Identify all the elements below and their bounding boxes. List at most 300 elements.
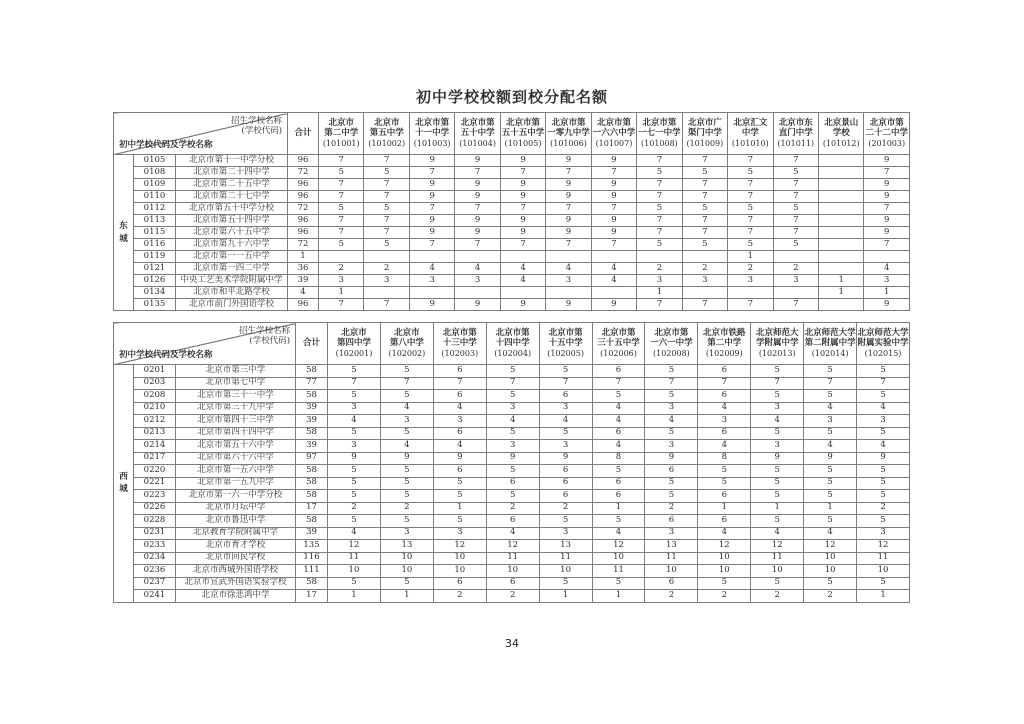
quota-value-cell: 5 — [804, 465, 857, 478]
school-name-line: 十四中学 — [495, 337, 530, 348]
quota-value-cell: 7 — [486, 377, 539, 390]
quota-value-cell: 6 — [698, 427, 751, 440]
school-code: (102009) — [705, 348, 743, 358]
quota-value-cell: 3 — [546, 275, 591, 287]
school-name-cell: 北京市第五十四中学 — [176, 215, 288, 227]
quota-value-cell: 5 — [645, 477, 698, 490]
quota-value-cell: 9 — [455, 191, 500, 203]
quota-value-cell: 5 — [486, 490, 539, 503]
school-code-cell: 0217 — [134, 452, 176, 465]
quota-value-cell: 9 — [500, 155, 545, 167]
quota-value-cell: 9 — [455, 179, 500, 191]
total-cell: 96 — [288, 299, 319, 311]
school-code-cell: 0135 — [134, 299, 176, 311]
table-row — [114, 427, 910, 440]
quota-value-cell: 5 — [698, 477, 751, 490]
school-name-line: 五十中学 — [460, 127, 495, 138]
quota-value-cell: 7 — [319, 179, 364, 191]
quota-value-cell: 10 — [592, 552, 645, 565]
quota-value-cell: 10 — [380, 565, 433, 578]
quota-value-cell: 2 — [364, 263, 409, 275]
school-code: (101005) — [504, 138, 542, 148]
school-name-line: 北京市第 — [495, 328, 530, 339]
quota-value-cell: 5 — [728, 203, 773, 215]
school-code: (102013) — [758, 348, 796, 358]
table-row — [114, 275, 910, 287]
quota-value-cell: 6 — [539, 490, 592, 503]
quota-value-cell: 5 — [857, 477, 910, 490]
school-code: (101011) — [777, 138, 815, 148]
school-column-header — [804, 323, 857, 365]
quota-value-cell: 7 — [682, 215, 727, 227]
school-column-header — [380, 323, 433, 365]
quota-value-cell: 5 — [751, 465, 804, 478]
quota-value-cell — [364, 251, 409, 263]
school-column-header — [698, 323, 751, 365]
school-name-line: 中学 — [741, 127, 759, 138]
school-name-line: 北京市东 — [778, 118, 813, 129]
school-name-cell: 北京市第一六一中学分校 — [176, 490, 296, 503]
total-cell: 72 — [288, 239, 319, 251]
school-name-cell: 北京市第一五六中学 — [176, 465, 296, 478]
quota-value-cell — [819, 239, 864, 251]
quota-value-cell: 10 — [328, 565, 381, 578]
quota-value-cell — [819, 191, 864, 203]
quota-value-cell: 7 — [645, 377, 698, 390]
total-cell: 39 — [288, 275, 319, 287]
quota-value-cell: 7 — [728, 155, 773, 167]
quota-value-cell: 9 — [591, 191, 636, 203]
quota-value-cell: 6 — [592, 427, 645, 440]
quota-value-cell: 5 — [319, 203, 364, 215]
quota-value-cell: 3 — [539, 440, 592, 453]
quota-value-cell — [364, 287, 409, 299]
quota-value-cell: 5 — [804, 490, 857, 503]
quota-value-cell — [500, 287, 545, 299]
quota-value-cell: 6 — [698, 490, 751, 503]
quota-value-cell: 7 — [500, 167, 545, 179]
school-name-line: 北京市 — [373, 118, 400, 129]
district-cell — [114, 155, 134, 311]
school-column-header — [857, 323, 910, 365]
quota-value-cell: 10 — [433, 552, 486, 565]
total-cell: 135 — [296, 540, 328, 553]
quota-value-cell: 5 — [539, 515, 592, 528]
quota-value-cell: 9 — [546, 191, 591, 203]
school-name-line: 学附属中学 — [755, 337, 799, 348]
quota-value-cell: 2 — [773, 263, 818, 275]
middle-school-code-label: 初中学校代码及学校名称 — [119, 140, 213, 151]
quota-value-cell: 5 — [364, 167, 409, 179]
quota-value-cell: 4 — [592, 440, 645, 453]
recruiting-school-label — [239, 326, 290, 346]
school-name-cell: 北京市第二十五中学 — [176, 179, 288, 191]
table-row — [114, 155, 910, 167]
quota-value-cell: 5 — [773, 239, 818, 251]
school-column-header — [864, 113, 910, 155]
recruiting-school-label-line: 招生学校名称 — [231, 116, 283, 126]
quota-value-cell: 7 — [364, 215, 409, 227]
quota-value-cell: 4 — [592, 402, 645, 415]
quota-value-cell: 9 — [591, 179, 636, 191]
table-row — [114, 251, 910, 263]
quota-value-cell: 9 — [455, 215, 500, 227]
school-name-cell: 北京市第七中学 — [176, 377, 296, 390]
quota-value-cell: 9 — [500, 215, 545, 227]
quota-value-cell: 5 — [539, 577, 592, 590]
quota-table-dongcheng — [113, 112, 910, 311]
quota-value-cell: 4 — [751, 415, 804, 428]
quota-value-cell: 7 — [380, 377, 433, 390]
quota-value-cell: 11 — [486, 552, 539, 565]
total-column-header: 合计 — [296, 323, 328, 365]
quota-value-cell: 5 — [328, 490, 381, 503]
quota-value-cell: 7 — [728, 179, 773, 191]
quota-value-cell: 6 — [433, 365, 486, 378]
quota-value-cell: 7 — [773, 227, 818, 239]
quota-value-cell — [819, 167, 864, 179]
school-code-cell: 0201 — [134, 365, 176, 378]
quota-value-cell: 5 — [328, 477, 381, 490]
quota-value-cell: 3 — [364, 275, 409, 287]
quota-value-cell: 4 — [591, 263, 636, 275]
quota-value-cell: 7 — [864, 203, 910, 215]
school-name-line: 三十五中学 — [597, 337, 640, 348]
quota-value-cell: 4 — [409, 263, 454, 275]
quota-value-cell: 7 — [682, 155, 727, 167]
quota-value-cell: 5 — [645, 365, 698, 378]
quota-value-cell: 10 — [751, 565, 804, 578]
quota-value-cell: 9 — [328, 452, 381, 465]
quota-value-cell: 5 — [804, 515, 857, 528]
quota-value-cell: 6 — [698, 515, 751, 528]
quota-value-cell: 7 — [637, 179, 682, 191]
quota-value-cell: 6 — [539, 390, 592, 403]
quota-value-cell: 6 — [592, 365, 645, 378]
table-row — [114, 477, 910, 490]
school-code: (101006) — [550, 138, 587, 148]
quota-value-cell: 5 — [857, 490, 910, 503]
school-code-cell: 0221 — [134, 477, 176, 490]
quota-value-cell: 7 — [364, 227, 409, 239]
quota-value-cell: 8 — [592, 452, 645, 465]
table-row — [114, 440, 910, 453]
quota-value-cell — [546, 251, 591, 263]
school-code-label-line: (学校代码) — [241, 126, 283, 137]
school-name-line: 北京市第 — [415, 118, 450, 129]
table-row — [114, 415, 910, 428]
quota-value-cell: 3 — [751, 402, 804, 415]
quota-value-cell: 3 — [486, 440, 539, 453]
school-column-header — [364, 113, 409, 155]
school-name-cell: 北京教育学院附属中学 — [176, 527, 296, 540]
school-code-cell: 0115 — [134, 227, 176, 239]
school-name-cell: 北京市宣武外国语实验学校 — [176, 577, 296, 590]
quota-value-cell: 4 — [328, 415, 381, 428]
school-name-line: 十五中学 — [548, 337, 583, 348]
total-cell: 58 — [296, 490, 328, 503]
quota-value-cell: 5 — [751, 477, 804, 490]
school-name-line: 北京市第 — [869, 118, 904, 129]
school-name-line: 北京市第 — [596, 118, 631, 129]
quota-value-cell: 4 — [328, 527, 381, 540]
quota-value-cell — [455, 251, 500, 263]
quota-value-cell: 9 — [591, 299, 636, 311]
quota-value-cell: 6 — [645, 577, 698, 590]
quota-value-cell: 5 — [364, 239, 409, 251]
school-name-line: 一零九中学 — [547, 127, 590, 138]
quota-value-cell: 5 — [380, 477, 433, 490]
total-cell: 58 — [296, 365, 328, 378]
table-row — [114, 365, 910, 378]
quota-value-cell: 7 — [773, 191, 818, 203]
table-row — [114, 179, 910, 191]
quota-value-cell: 3 — [539, 402, 592, 415]
school-name-line: 五十五中学 — [501, 127, 545, 138]
quota-value-cell — [864, 251, 910, 263]
school-name-line: 北京市第 — [551, 118, 586, 129]
quota-value-cell: 7 — [591, 167, 636, 179]
quota-value-cell: 9 — [591, 155, 636, 167]
quota-value-cell: 7 — [857, 377, 910, 390]
quota-value-cell: 9 — [804, 452, 857, 465]
quota-value-cell: 4 — [864, 263, 910, 275]
header-row — [114, 323, 910, 365]
quota-value-cell: 11 — [751, 552, 804, 565]
quota-value-cell: 12 — [592, 540, 645, 553]
quota-value-cell: 9 — [864, 191, 910, 203]
school-code-cell: 0108 — [134, 167, 176, 179]
school-name-line: 北京市铁路 — [703, 328, 746, 339]
quota-value-cell — [819, 299, 864, 311]
quota-value-cell: 5 — [728, 167, 773, 179]
quota-value-cell: 4 — [486, 527, 539, 540]
school-code: (101012) — [822, 138, 860, 148]
quota-value-cell: 7 — [682, 179, 727, 191]
quota-value-cell: 7 — [682, 299, 727, 311]
quota-value-cell: 10 — [804, 552, 857, 565]
school-name-cell: 北京市第三中学 — [176, 365, 296, 378]
school-name-line: 附属实验中学 — [857, 337, 909, 348]
quota-value-cell: 9 — [500, 191, 545, 203]
table-row — [114, 167, 910, 179]
table-row — [114, 527, 910, 540]
school-name-line: 北京景山 — [824, 118, 859, 129]
quota-value-cell: 1 — [539, 590, 592, 603]
school-name-line: 北京市广 — [687, 118, 722, 129]
school-name-line: 北京市第 — [442, 328, 477, 339]
total-cell: 36 — [288, 263, 319, 275]
table-row — [114, 203, 910, 215]
school-name-line: 北京市第 — [460, 118, 495, 129]
quota-value-cell: 5 — [698, 465, 751, 478]
total-cell: 39 — [296, 440, 328, 453]
quota-value-cell: 7 — [433, 377, 486, 390]
table-row — [114, 502, 910, 515]
quota-value-cell: 10 — [698, 565, 751, 578]
quota-value-cell: 9 — [409, 179, 454, 191]
school-name-line: 北京市第 — [642, 118, 677, 129]
quota-value-cell: 1 — [637, 287, 682, 299]
total-cell: 39 — [296, 415, 328, 428]
quota-value-cell — [409, 287, 454, 299]
quota-value-cell: 12 — [433, 540, 486, 553]
school-code-cell: 0113 — [134, 215, 176, 227]
quota-value-cell: 5 — [380, 515, 433, 528]
quota-value-cell: 3 — [682, 275, 727, 287]
quota-value-cell: 5 — [433, 490, 486, 503]
quota-value-cell: 3 — [773, 275, 818, 287]
quota-value-cell: 4 — [591, 275, 636, 287]
quota-value-cell: 7 — [500, 239, 545, 251]
school-name-cell: 北京市第九十六中学 — [176, 239, 288, 251]
school-column-header — [591, 113, 636, 155]
school-column-header — [546, 113, 591, 155]
page-title: 初中学校校额到校分配名额 — [415, 88, 608, 106]
district-char: 西 — [119, 471, 128, 482]
quota-value-cell: 4 — [592, 527, 645, 540]
quota-value-cell: 9 — [500, 227, 545, 239]
quota-table — [113, 112, 910, 311]
quota-value-cell: 2 — [645, 590, 698, 603]
quota-value-cell: 11 — [857, 552, 910, 565]
quota-value-cell: 7 — [728, 191, 773, 203]
quota-value-cell: 2 — [645, 502, 698, 515]
school-code-cell: 0231 — [134, 527, 176, 540]
quota-value-cell: 10 — [698, 552, 751, 565]
quota-value-cell: 5 — [804, 390, 857, 403]
school-code-cell: 0236 — [134, 565, 176, 578]
school-name-line: 第四中学 — [336, 337, 371, 348]
total-cell: 111 — [296, 565, 328, 578]
school-name-line: 第五中学 — [369, 127, 404, 138]
quota-value-cell: 5 — [433, 477, 486, 490]
school-code-cell: 0214 — [134, 440, 176, 453]
quota-value-cell: 5 — [857, 365, 910, 378]
quota-value-cell: 7 — [592, 377, 645, 390]
quota-value-cell: 7 — [319, 191, 364, 203]
school-name-line: 北京市 — [328, 118, 354, 129]
quota-value-cell: 7 — [539, 377, 592, 390]
total-cell: 96 — [288, 215, 319, 227]
quota-value-cell: 3 — [751, 440, 804, 453]
quota-value-cell: 5 — [319, 239, 364, 251]
school-code: (101002) — [368, 138, 406, 148]
quota-value-cell: 1 — [592, 590, 645, 603]
quota-value-cell: 8 — [698, 452, 751, 465]
quota-value-cell: 7 — [328, 377, 381, 390]
school-column-header — [728, 113, 773, 155]
quota-value-cell — [682, 251, 727, 263]
quota-value-cell: 5 — [380, 390, 433, 403]
school-code: (102015) — [864, 348, 902, 358]
table-row — [114, 390, 910, 403]
quota-value-cell: 5 — [804, 477, 857, 490]
school-name-line: 北京师范大学 — [857, 328, 909, 339]
school-name-cell: 北京市第二十四中学 — [176, 167, 288, 179]
quota-value-cell: 4 — [500, 263, 545, 275]
quota-value-cell: 5 — [637, 167, 682, 179]
quota-value-cell: 7 — [546, 203, 591, 215]
quota-value-cell: 5 — [592, 577, 645, 590]
quota-value-cell: 10 — [433, 565, 486, 578]
quota-value-cell — [819, 251, 864, 263]
quota-value-cell: 5 — [486, 365, 539, 378]
school-code: (101003) — [413, 138, 451, 148]
quota-value-cell: 4 — [698, 402, 751, 415]
quota-value-cell: 4 — [857, 402, 910, 415]
quota-value-cell: 4 — [804, 440, 857, 453]
quota-value-cell: 9 — [645, 452, 698, 465]
quota-value-cell: 2 — [682, 263, 727, 275]
quota-value-cell: 3 — [380, 415, 433, 428]
quota-value-cell: 7 — [637, 215, 682, 227]
quota-value-cell: 7 — [804, 377, 857, 390]
quota-value-cell: 12 — [751, 540, 804, 553]
school-name-line: 渠门中学 — [687, 127, 722, 138]
quota-value-cell: 3 — [328, 402, 381, 415]
quota-value-cell: 9 — [486, 452, 539, 465]
total-cell: 4 — [288, 287, 319, 299]
quota-value-cell: 6 — [645, 465, 698, 478]
quota-value-cell: 7 — [682, 227, 727, 239]
quota-value-cell — [819, 203, 864, 215]
quota-value-cell: 9 — [591, 215, 636, 227]
total-cell: 58 — [296, 577, 328, 590]
total-cell: 58 — [296, 390, 328, 403]
quota-value-cell: 5 — [328, 577, 381, 590]
quota-value-cell: 7 — [751, 377, 804, 390]
quota-value-cell — [319, 251, 364, 263]
school-column-header — [319, 113, 364, 155]
quota-value-cell: 2 — [486, 502, 539, 515]
quota-value-cell: 5 — [380, 427, 433, 440]
total-cell: 96 — [288, 191, 319, 203]
school-name-line: 二十二中学 — [865, 127, 908, 138]
quota-value-cell: 5 — [328, 465, 381, 478]
quota-value-cell: 3 — [645, 440, 698, 453]
school-column-header — [637, 113, 682, 155]
total-cell: 17 — [296, 502, 328, 515]
school-name-cell: 北京市西城外国语学校 — [176, 565, 296, 578]
header-row — [114, 113, 910, 155]
quota-value-cell: 6 — [592, 490, 645, 503]
school-name-cell: 北京市育才学校 — [176, 540, 296, 553]
quota-value-cell: 9 — [409, 215, 454, 227]
school-code-label-line: (学校代码) — [249, 336, 291, 347]
table-row — [114, 465, 910, 478]
quota-value-cell: 9 — [864, 227, 910, 239]
quota-value-cell: 9 — [546, 227, 591, 239]
quota-value-cell: 5 — [328, 515, 381, 528]
table-row — [114, 215, 910, 227]
total-cell: 116 — [296, 552, 328, 565]
school-name-line: 北京市 — [341, 328, 367, 339]
quota-value-cell: 7 — [409, 239, 454, 251]
quota-value-cell: 3 — [380, 527, 433, 540]
school-name-line: 学校 — [832, 127, 850, 138]
quota-value-cell: 6 — [698, 365, 751, 378]
total-cell: 96 — [288, 155, 319, 167]
school-column-header — [500, 113, 545, 155]
quota-value-cell: 3 — [698, 415, 751, 428]
quota-value-cell: 4 — [592, 415, 645, 428]
quota-value-cell: 5 — [539, 365, 592, 378]
quota-value-cell: 5 — [857, 577, 910, 590]
school-column-header — [645, 323, 698, 365]
quota-value-cell: 1 — [857, 590, 910, 603]
quota-value-cell: 9 — [546, 179, 591, 191]
